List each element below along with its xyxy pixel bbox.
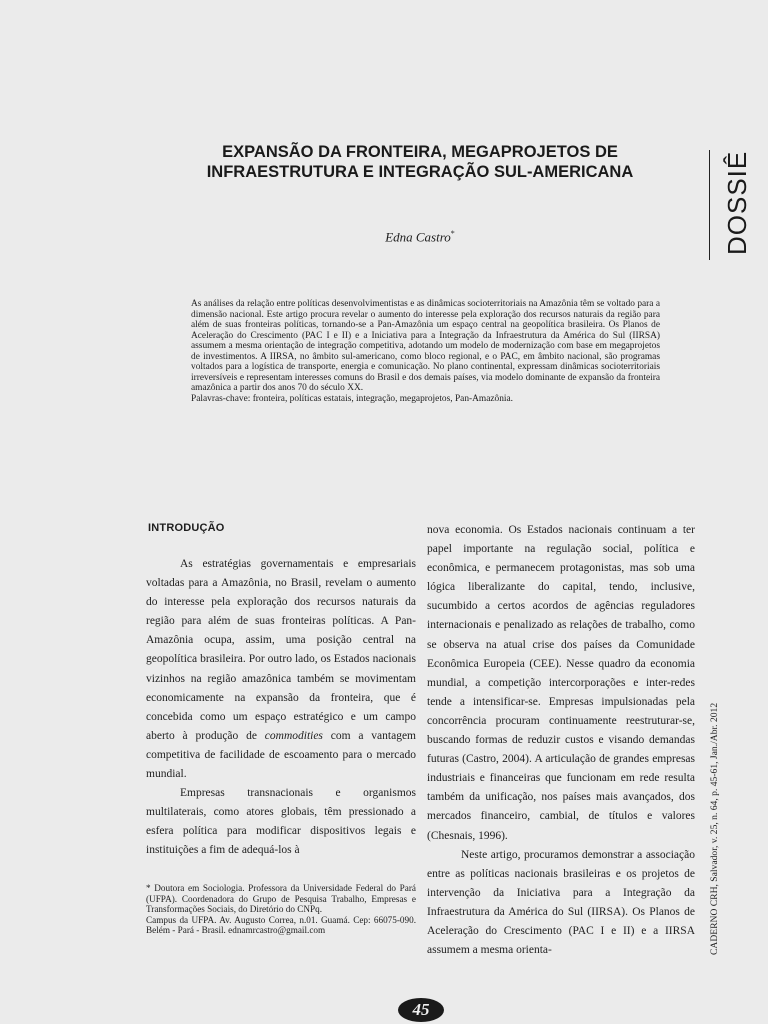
abstract (191, 299, 660, 404)
footnote-affiliation: * Doutora em Sociologia. Professora da Universidade Federal do Pará (UFPA). Coordenadora do Grupo de Pesquisa Trabalho, Empresas e Transformações Sociais, do Diretório do CNPq. (146, 883, 416, 915)
article-title (150, 142, 690, 182)
title-line-1: EXPANSÃO DA FRONTEIRA, MEGAPROJETOS DE (222, 143, 618, 161)
footnote-address: Campus da UFPA. Av. Augusto Correa, n.01. Guamá. Cep: 66075-090. Belém - Pará - Brasil. ednamrcastro@gmail.com (146, 914, 416, 936)
author-footnote (146, 883, 416, 936)
title-line-2: INFRAESTRUTURA E INTEGRAÇÃO SUL-AMERICANA (206, 163, 634, 181)
keywords: Palavras-chave: fronteira, políticas estatais, integração, megaprojetos, Pan-Amazônia. (191, 393, 514, 404)
footnote-rule (146, 876, 206, 877)
paragraph: Empresas transnacionais e organismos multilaterais, como atores globais, têm pressionado a esfera política para modificar dispositivos legais e instituições a fim de adequá-los à (146, 787, 416, 857)
author-byline (300, 229, 540, 245)
author-name: Edna Castro (385, 229, 451, 245)
paragraph-text: As estratégias governamentais e empresariais voltadas para a Amazônia, no Brasil, revelam o aumento do interesse pela exploração dos recursos naturais da região para além de suas fronteiras políticas. A Pan-Amazônia ocupa, assim, uma posição central na geopolítica brasileira. Por outro lado, os Estados nacionais vizinhos na região amazônica também se movimentam economicamente na expansão da fronteira, que é concebida como um espaço estratégico e um campo aberto à produção de (146, 558, 416, 742)
right-column (427, 521, 695, 960)
emphasis-commodities: commodities (264, 729, 323, 742)
section-tag: DOSSIÊ (722, 150, 752, 255)
author-footnote-mark: * (450, 229, 455, 238)
section-tag-box (709, 150, 768, 260)
paragraph-text: com a vantagem competitiva de facilidade de escoamento para o mercado mundial. (146, 729, 416, 781)
paragraph: Neste artigo, procuramos demonstrar a associação entre as políticas nacionais brasileiras e os projetos de intervenção da Iniciativa para a Integração da Infraestrutura da América do Sul (IIRSA). Os Planos de Aceleração do Crescimento (PAC I e II) e a IIRSA assumem a mesma orienta- (427, 848, 695, 957)
section-heading-introduction: INTRODUÇÃO (148, 522, 225, 534)
paragraph: nova economia. Os Estados nacionais continuam a ter papel importante na regulação social, política e econômica, e permanecem protagonistas, mas sob uma lógica liberalizante do capital, tendo, inclusive, sucumbido a certos acordos de agências reguladores internacionais e penalizado as relações de trabalho, como se observa na atual crise dos países da Comunidade Econômica Europeia (CEE). Nesse quadro da economia mundial, a competição intercorporações e inter-redes tende a intensificar-se. Empresas impulsionadas pela concorrência procuram continuamente reestruturar-se, buscando formas de reduzir custos e visando demandas futuras (Castro, 2004). A articulação de grandes empresas industriais e financeiras que funcionam em rede resulta também da unificação, nos países mais avançados, dos mercados financeiro, cambial, de títulos e valores (Chesnais, 1996). (427, 524, 695, 842)
left-column (146, 555, 416, 861)
running-head-citation: CADERNO CRH, Salvador, v. 25, n. 64, p. 45-61, Jan./Abr. 2012 (709, 702, 720, 955)
abstract-text: As análises da relação entre políticas desenvolvimentistas e as dinâmicas socioterritoriais na Amazônia têm se voltado para a dimensão nacional. Este artigo procura revelar o aumento do interesse pela exploração dos recursos naturais da região para além de suas fronteiras políticas, tornando-se a Pan-Amazônia um espaço central na geopolítica brasileira. Os Planos de Aceleração do Crescimento (PAC I e II) e a Iniciativa para a Integração da Infraestrutura da América do Sul (IIRSA) assumem a mesma orientação de integração competitiva, adotando um modelo de modernização com base em megaprojetos de investimentos. A IIRSA, no âmbito sul-americano, como bloco regional, e o PAC, em âmbito nacional, são programas voltados para a logística de transporte, energia e comunicação. No plano continental, expressam dinâmicas socioterritoriais irreversíveis e representam interesses comuns do Brasil e dos demais países, via modelo dominante de expansão da fronteira amazônica a partir dos anos 70 do século XX. (191, 299, 660, 393)
page-number: 45 (398, 998, 444, 1022)
paragraph (146, 555, 416, 784)
